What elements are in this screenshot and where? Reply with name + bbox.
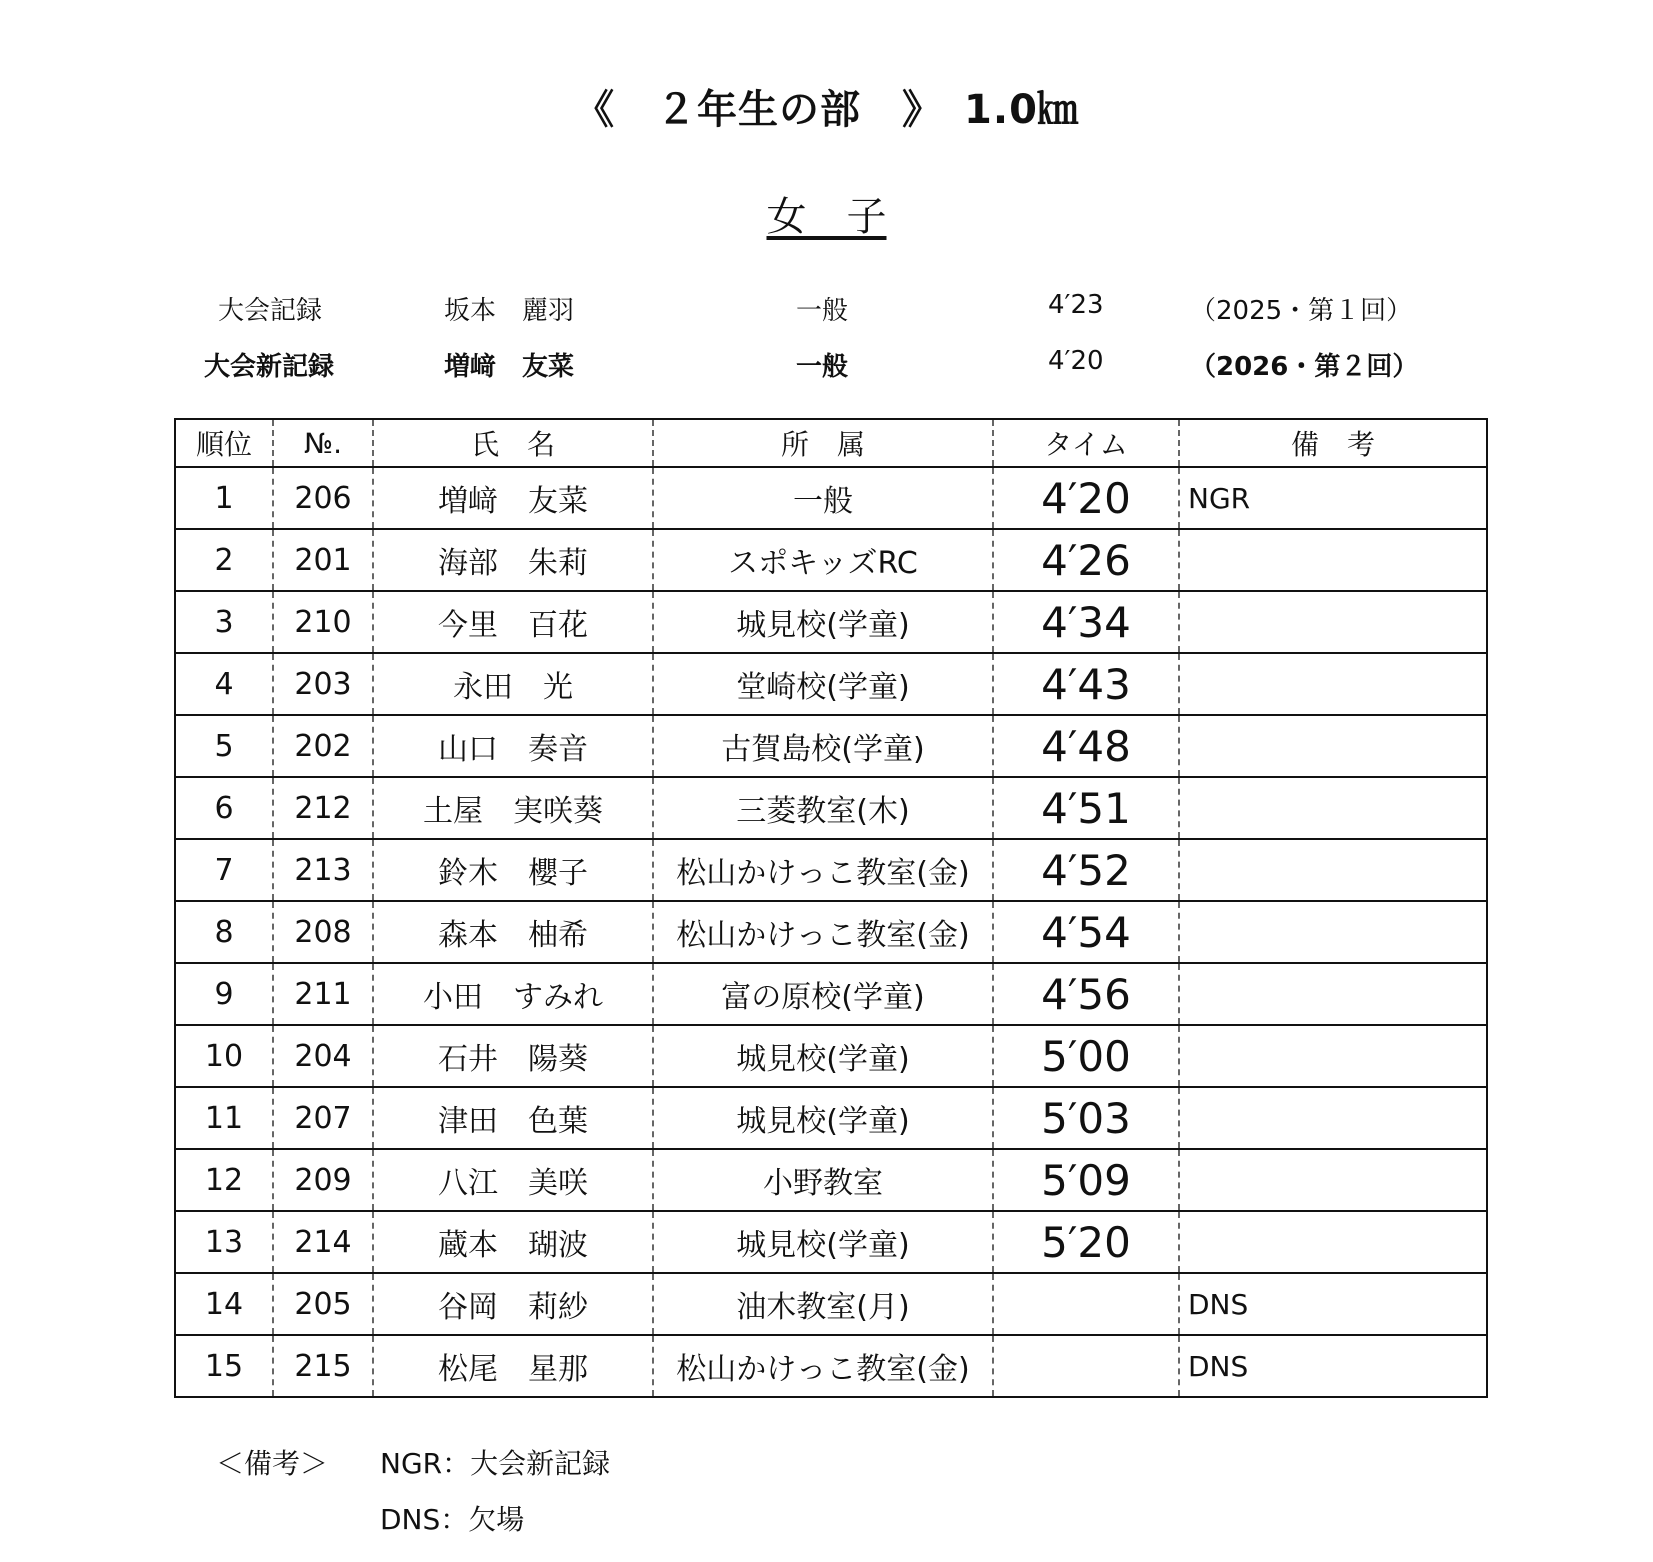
cell-remarks bbox=[1179, 901, 1487, 963]
table-row bbox=[175, 1149, 1487, 1211]
cell-remarks bbox=[1179, 591, 1487, 653]
cell-time: 4′43 bbox=[993, 653, 1179, 715]
cell-remarks bbox=[1179, 1211, 1487, 1273]
table-row bbox=[175, 901, 1487, 963]
cell-affiliation: 油木教室(月) bbox=[653, 1273, 993, 1335]
cell-number: 201 bbox=[273, 529, 373, 591]
cell-rank: 14 bbox=[175, 1273, 273, 1335]
table-row bbox=[175, 1087, 1487, 1149]
cell-time: 4′51 bbox=[993, 777, 1179, 839]
record-label: 大会新記録 bbox=[204, 352, 335, 382]
cell-affiliation: 富の原校(学童) bbox=[653, 963, 993, 1025]
results-table bbox=[174, 418, 1488, 1398]
table-row bbox=[175, 715, 1487, 777]
cell-remarks bbox=[1179, 1149, 1487, 1211]
cell-number: 202 bbox=[273, 715, 373, 777]
cell-time: 5′09 bbox=[993, 1149, 1179, 1211]
table-row bbox=[175, 591, 1487, 653]
cell-name: 松尾 星那 bbox=[373, 1335, 653, 1397]
header-remarks: 備 考 bbox=[1179, 419, 1487, 467]
cell-rank: 15 bbox=[175, 1335, 273, 1397]
cell-rank: 12 bbox=[175, 1149, 273, 1211]
table-row bbox=[175, 1211, 1487, 1273]
cell-rank: 3 bbox=[175, 591, 273, 653]
header-rank: 順位 bbox=[175, 419, 273, 467]
table-row bbox=[175, 839, 1487, 901]
legend-item: DNS：欠場 bbox=[380, 1503, 525, 1536]
cell-rank: 4 bbox=[175, 653, 273, 715]
cell-rank: 6 bbox=[175, 777, 273, 839]
legend-label: ＜備考＞ bbox=[216, 1447, 329, 1480]
record-holder-name: 坂本 麗羽 bbox=[444, 296, 575, 326]
cell-name: 八江 美咲 bbox=[373, 1149, 653, 1211]
cell-time: 5′03 bbox=[993, 1087, 1179, 1149]
record-year: （2025・第１回） bbox=[1190, 296, 1413, 326]
cell-rank: 5 bbox=[175, 715, 273, 777]
cell-name: 永田 光 bbox=[373, 653, 653, 715]
table-row bbox=[175, 529, 1487, 591]
cell-number: 205 bbox=[273, 1273, 373, 1335]
cell-affiliation: 城見校(学童) bbox=[653, 1087, 993, 1149]
cell-name: 森本 柚希 bbox=[373, 901, 653, 963]
cell-remarks bbox=[1179, 715, 1487, 777]
cell-remarks: NGR bbox=[1179, 467, 1487, 529]
cell-remarks: DNS bbox=[1179, 1335, 1487, 1397]
table-row bbox=[175, 1335, 1487, 1397]
record-holder-name: 増﨑 友菜 bbox=[444, 352, 575, 382]
cell-remarks bbox=[1179, 963, 1487, 1025]
record-affiliation: 一般 bbox=[796, 296, 849, 326]
cell-name: 小田 すみれ bbox=[373, 963, 653, 1025]
table-row bbox=[175, 467, 1487, 529]
cell-time: 4′34 bbox=[993, 591, 1179, 653]
cell-affiliation: 一般 bbox=[653, 467, 993, 529]
category-subtitle bbox=[0, 185, 1653, 242]
header-affiliation: 所 属 bbox=[653, 419, 993, 467]
cell-remarks bbox=[1179, 653, 1487, 715]
cell-name: 増﨑 友菜 bbox=[373, 467, 653, 529]
cell-remarks bbox=[1179, 777, 1487, 839]
cell-affiliation: 城見校(学童) bbox=[653, 1211, 993, 1273]
cell-number: 207 bbox=[273, 1087, 373, 1149]
cell-number: 209 bbox=[273, 1149, 373, 1211]
cell-rank: 9 bbox=[175, 963, 273, 1025]
cell-number: 204 bbox=[273, 1025, 373, 1087]
record-label: 大会記録 bbox=[218, 296, 323, 326]
cell-affiliation: 松山かけっこ教室(金) bbox=[653, 901, 993, 963]
cell-number: 212 bbox=[273, 777, 373, 839]
cell-name: 海部 朱莉 bbox=[373, 529, 653, 591]
cell-affiliation: 松山かけっこ教室(金) bbox=[653, 1335, 993, 1397]
cell-time: 4′52 bbox=[993, 839, 1179, 901]
cell-rank: 8 bbox=[175, 901, 273, 963]
table-row bbox=[175, 1273, 1487, 1335]
cell-name: 土屋 実咲葵 bbox=[373, 777, 653, 839]
cell-name: 津田 色葉 bbox=[373, 1087, 653, 1149]
cell-rank: 7 bbox=[175, 839, 273, 901]
page-title: 《 ２年生の部 》 1.0㎞ bbox=[574, 87, 1079, 133]
cell-number: 213 bbox=[273, 839, 373, 901]
cell-rank: 13 bbox=[175, 1211, 273, 1273]
cell-rank: 2 bbox=[175, 529, 273, 591]
category-subtitle-text: 女 子 bbox=[766, 194, 887, 240]
cell-remarks bbox=[1179, 529, 1487, 591]
cell-affiliation: 古賀島校(学童) bbox=[653, 715, 993, 777]
cell-remarks bbox=[1179, 839, 1487, 901]
cell-name: 蔵本 瑚波 bbox=[373, 1211, 653, 1273]
cell-time bbox=[993, 1273, 1179, 1335]
record-affiliation: 一般 bbox=[796, 352, 849, 382]
table-row bbox=[175, 1025, 1487, 1087]
cell-affiliation: 城見校(学童) bbox=[653, 1025, 993, 1087]
header-name: 氏 名 bbox=[373, 419, 653, 467]
cell-rank: 11 bbox=[175, 1087, 273, 1149]
table-row bbox=[175, 963, 1487, 1025]
legend-item: NGR：大会新記録 bbox=[380, 1447, 611, 1480]
cell-number: 206 bbox=[273, 467, 373, 529]
cell-remarks bbox=[1179, 1087, 1487, 1149]
cell-number: 211 bbox=[273, 963, 373, 1025]
cell-time bbox=[993, 1335, 1179, 1397]
cell-remarks: DNS bbox=[1179, 1273, 1487, 1335]
cell-affiliation: 松山かけっこ教室(金) bbox=[653, 839, 993, 901]
cell-rank: 1 bbox=[175, 467, 273, 529]
record-time: 4′20 bbox=[1048, 346, 1104, 376]
cell-affiliation: 小野教室 bbox=[653, 1149, 993, 1211]
record-year: （2026・第２回） bbox=[1190, 352, 1419, 382]
cell-time: 4′48 bbox=[993, 715, 1179, 777]
cell-affiliation: 堂崎校(学童) bbox=[653, 653, 993, 715]
cell-time: 5′00 bbox=[993, 1025, 1179, 1087]
header-time: タイム bbox=[993, 419, 1179, 467]
table-row bbox=[175, 653, 1487, 715]
cell-time: 4′20 bbox=[993, 467, 1179, 529]
cell-number: 208 bbox=[273, 901, 373, 963]
cell-number: 215 bbox=[273, 1335, 373, 1397]
record-time: 4′23 bbox=[1048, 290, 1104, 320]
cell-remarks bbox=[1179, 1025, 1487, 1087]
header-number: №. bbox=[273, 419, 373, 467]
cell-affiliation: 三菱教室(木) bbox=[653, 777, 993, 839]
cell-name: 山口 奏音 bbox=[373, 715, 653, 777]
cell-rank: 10 bbox=[175, 1025, 273, 1087]
cell-name: 今里 百花 bbox=[373, 591, 653, 653]
cell-name: 石井 陽葵 bbox=[373, 1025, 653, 1087]
table-header-row bbox=[175, 419, 1487, 467]
cell-time: 5′20 bbox=[993, 1211, 1179, 1273]
cell-number: 214 bbox=[273, 1211, 373, 1273]
cell-name: 鈴木 櫻子 bbox=[373, 839, 653, 901]
cell-time: 4′56 bbox=[993, 963, 1179, 1025]
table-row bbox=[175, 777, 1487, 839]
cell-affiliation: 城見校(学童) bbox=[653, 591, 993, 653]
cell-number: 203 bbox=[273, 653, 373, 715]
cell-name: 谷岡 莉紗 bbox=[373, 1273, 653, 1335]
cell-number: 210 bbox=[273, 591, 373, 653]
cell-time: 4′26 bbox=[993, 529, 1179, 591]
cell-affiliation: スポキッズRC bbox=[653, 529, 993, 591]
cell-time: 4′54 bbox=[993, 901, 1179, 963]
